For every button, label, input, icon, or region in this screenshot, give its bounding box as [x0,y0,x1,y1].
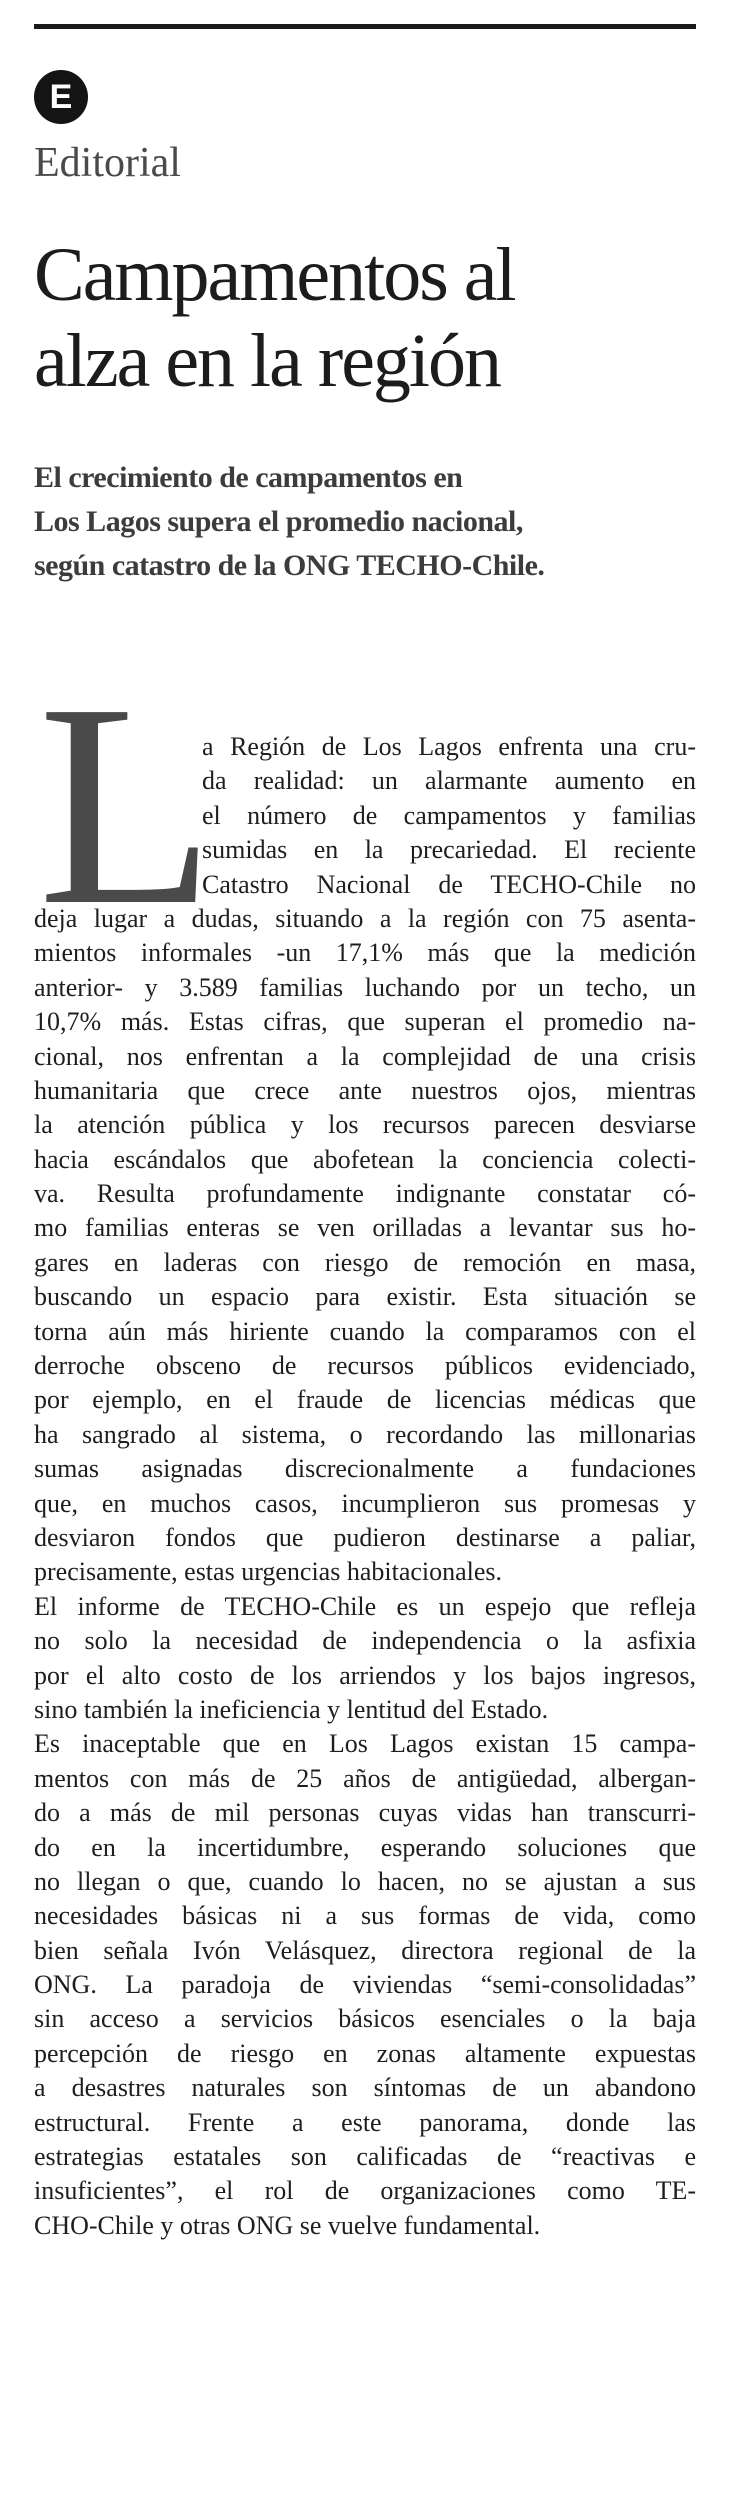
article-line: gares en laderas con riesgo de remoción en masa, [34,1247,696,1277]
article-line: ha sangrado al sistema, o recordando las millonarias [34,1419,696,1449]
headline-line: alza en la región [34,319,501,403]
headline-line: Campamentos al [34,233,515,317]
article-line: a Región de Los Lagos enfrenta una cru- [202,732,696,761]
article-line: Catastro Nacional de TECHO-Chile no [202,869,696,899]
article-line: hacia escándalos que abofetean la conciencia colecti- [34,1144,696,1174]
article-line: ONG. La paradoja de viviendas “semi-consolidadas” [34,1970,696,2000]
article-line: do en la incertidumbre, esperando soluciones que [34,1832,696,1862]
subheadline-line: Los Lagos supera el promedio nacional, [34,505,523,538]
article-body [34,730,696,2243]
article-line: por ejemplo, en el fraude de licencias médicas que [34,1385,696,1415]
article-line: a desastres naturales son síntomas de un abandono [34,2073,696,2103]
article-line: mo familias enteras se ven orilladas a levantar sus ho- [34,1213,696,1243]
article-line: estructural. Frente a este panorama, donde las [34,2107,696,2137]
article-line: cional, nos enfrentan a la complejidad de una crisis [34,1041,696,1071]
article-line: la atención pública y los recursos parecen desviarse [34,1110,696,1140]
drop-cap: L [38,644,216,965]
article-line: derroche obsceno de recursos públicos evidenciado, [34,1351,696,1381]
article-line: buscando un espacio para existir. Esta situación se [34,1282,696,1312]
article-line: anterior- y 3.589 familias luchando por un techo, un [34,972,696,1002]
article-line: estrategias estatales son calificadas de “reactivas e [34,2142,696,2172]
subheadline-line: El crecimiento de campamentos en [34,461,463,494]
article-line: 10,7% más. Estas cifras, que superan el promedio na- [34,1007,696,1037]
subheadline [34,456,714,588]
article-line: desviaron fondos que pudieron destinarse a paliar, [34,1522,696,1552]
article-line: precisamente, estas urgencias habitacionales. [34,1557,503,1587]
article-line: sumidas en la precariedad. El reciente [202,835,696,865]
article-line: va. Resulta profundamente indignante constatar có- [34,1179,696,1209]
article-line: el número de campamentos y familias [202,800,696,830]
headline [34,232,714,404]
article-line: deja lugar a dudas, situando a la región con 75 asenta- [34,903,696,933]
article-line: Es inaceptable que en Los Lagos existan 15 campa- [34,1729,696,1759]
article-line: no llegan o que, cuando lo hacen, no se ajustan a sus [34,1866,696,1896]
article-line: necesidades básicas ni a sus formas de vida, como [34,1901,696,1931]
article-line: CHO-Chile y otras ONG se vuelve fundamental. [34,2210,541,2240]
article-line: El informe de TECHO-Chile es un espejo que refleja [34,1591,696,1621]
article-line: percepción de riesgo en zonas altamente expuestas [34,2038,696,2068]
article-line: que, en muchos casos, incumplieron sus promesas y [34,1488,696,1518]
article-line: mientos informales -un 17,1% más que la medición [34,938,696,968]
article-line: humanitaria que crece ante nuestros ojos, mientras [34,1075,696,1105]
top-rule [34,24,696,29]
section-badge-icon: E [34,70,88,124]
article-line: do a más de mil personas cuyas vidas han transcurri- [34,1798,696,1828]
article-line: mentos con más de 25 años de antigüedad, albergan- [34,1763,696,1793]
article-line: por el alto costo de los arriendos y los bajos ingresos, [34,1660,696,1690]
article-line: torna aún más hiriente cuando la comparamos con el [34,1316,696,1346]
article-line: sino también la ineficiencia y lentitud del Estado. [34,1694,549,1724]
article-line: da realidad: un alarmante aumento en [202,766,696,796]
article-line: sumas asignadas discrecionalmente a fundaciones [34,1454,696,1484]
article-line: no solo la necesidad de independencia o la asfixia [34,1626,696,1656]
article-line: sin acceso a servicios básicos esenciales o la baja [34,2004,696,2034]
subheadline-line: según catastro de la ONG TECHO-Chile. [34,549,545,582]
section-label: Editorial [34,140,181,186]
article-line: bien señala Ivón Velásquez, directora regional de la [34,1935,696,1965]
article-line: insuficientes”, el rol de organizaciones como TE- [34,2176,696,2206]
